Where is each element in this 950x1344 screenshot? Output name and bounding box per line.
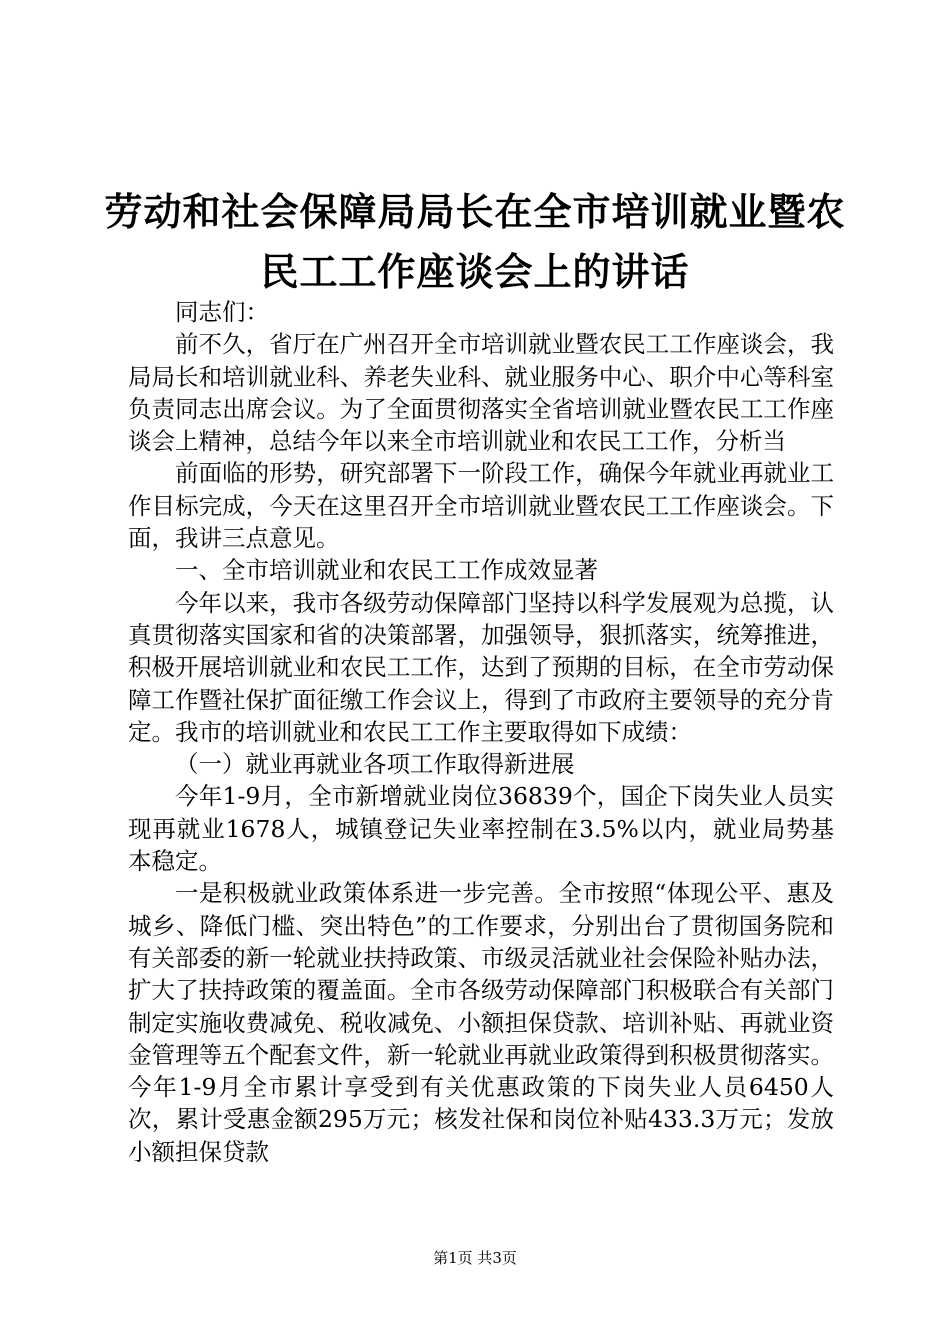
paragraph: 今年以来，我市各级劳动保障部门坚持以科学发展观为总揽，认真贯彻落实国家和省的决策部署，加强领导，狠抓落实，统筹推进，积极开展培训就业和农民工工作，达到了预期的目标，在全市劳动保障工作暨社保扩面征缴工作会议上，得到了市政府主要领导的充分肯定。我市的培训就业和农民工工作主要取得如下成绩： bbox=[128, 588, 834, 746]
document-body bbox=[128, 296, 834, 1168]
document-title: 劳动和社会保障局局长在全市培训就业暨农民工工作座谈会上的讲话 bbox=[104, 190, 846, 294]
salutation: 同志们： bbox=[175, 298, 269, 326]
paragraph: 前面临的形势，研究部署下一阶段工作，确保今年就业再就业工作目标完成，今天在这里召开全市培训就业暨农民工工作座谈会。下面，我讲三点意见。 bbox=[128, 459, 834, 553]
subsection-heading: （一）就业再就业各项工作取得新进展 bbox=[175, 750, 575, 779]
page-footer: 第1页 共3页 bbox=[433, 1249, 517, 1267]
section-heading: 一、全市培训就业和农民工工作成效显著 bbox=[175, 556, 598, 585]
paragraph: 今年1-9月，全市新增就业岗位36839个，国企下岗失业人员实现再就业1678人，城镇登记失业率控制在3.5%以内，就业局势基本稳定。 bbox=[128, 782, 834, 876]
paragraph: 前不久，省厅在广州召开全市培训就业暨农民工工作座谈会，我局局长和培训就业科、养老失业科、就业服务中心、职介中心等科室负责同志出席会议。为了全面贯彻落实全省培训就业暨农民工工作座谈会上精神，总结今年以来全市培训就业和农民工工作，分析当 bbox=[128, 330, 834, 456]
paragraph: 一是积极就业政策体系进一步完善。全市按照“体现公平、惠及城乡、降低门槛、突出特色”的工作要求，分别出台了贯彻国务院和有关部委的新一轮就业扶持政策、市级灵活就业社会保险补贴办法，扩大了扶持政策的覆盖面。全市各级劳动保障部门积极联合有关部门制定实施收费减免、税收减免、小额担保贷款、培训补贴、再就业资金管理等五个配套文件，新一轮就业再就业政策得到积极贯彻落实。今年1-9月全市累计享受到有关优惠政策的下岗失业人员6450人次，累计受惠金额295万元；核发社保和岗位补贴433.3万元；发放小额担保贷款 bbox=[128, 879, 834, 1166]
